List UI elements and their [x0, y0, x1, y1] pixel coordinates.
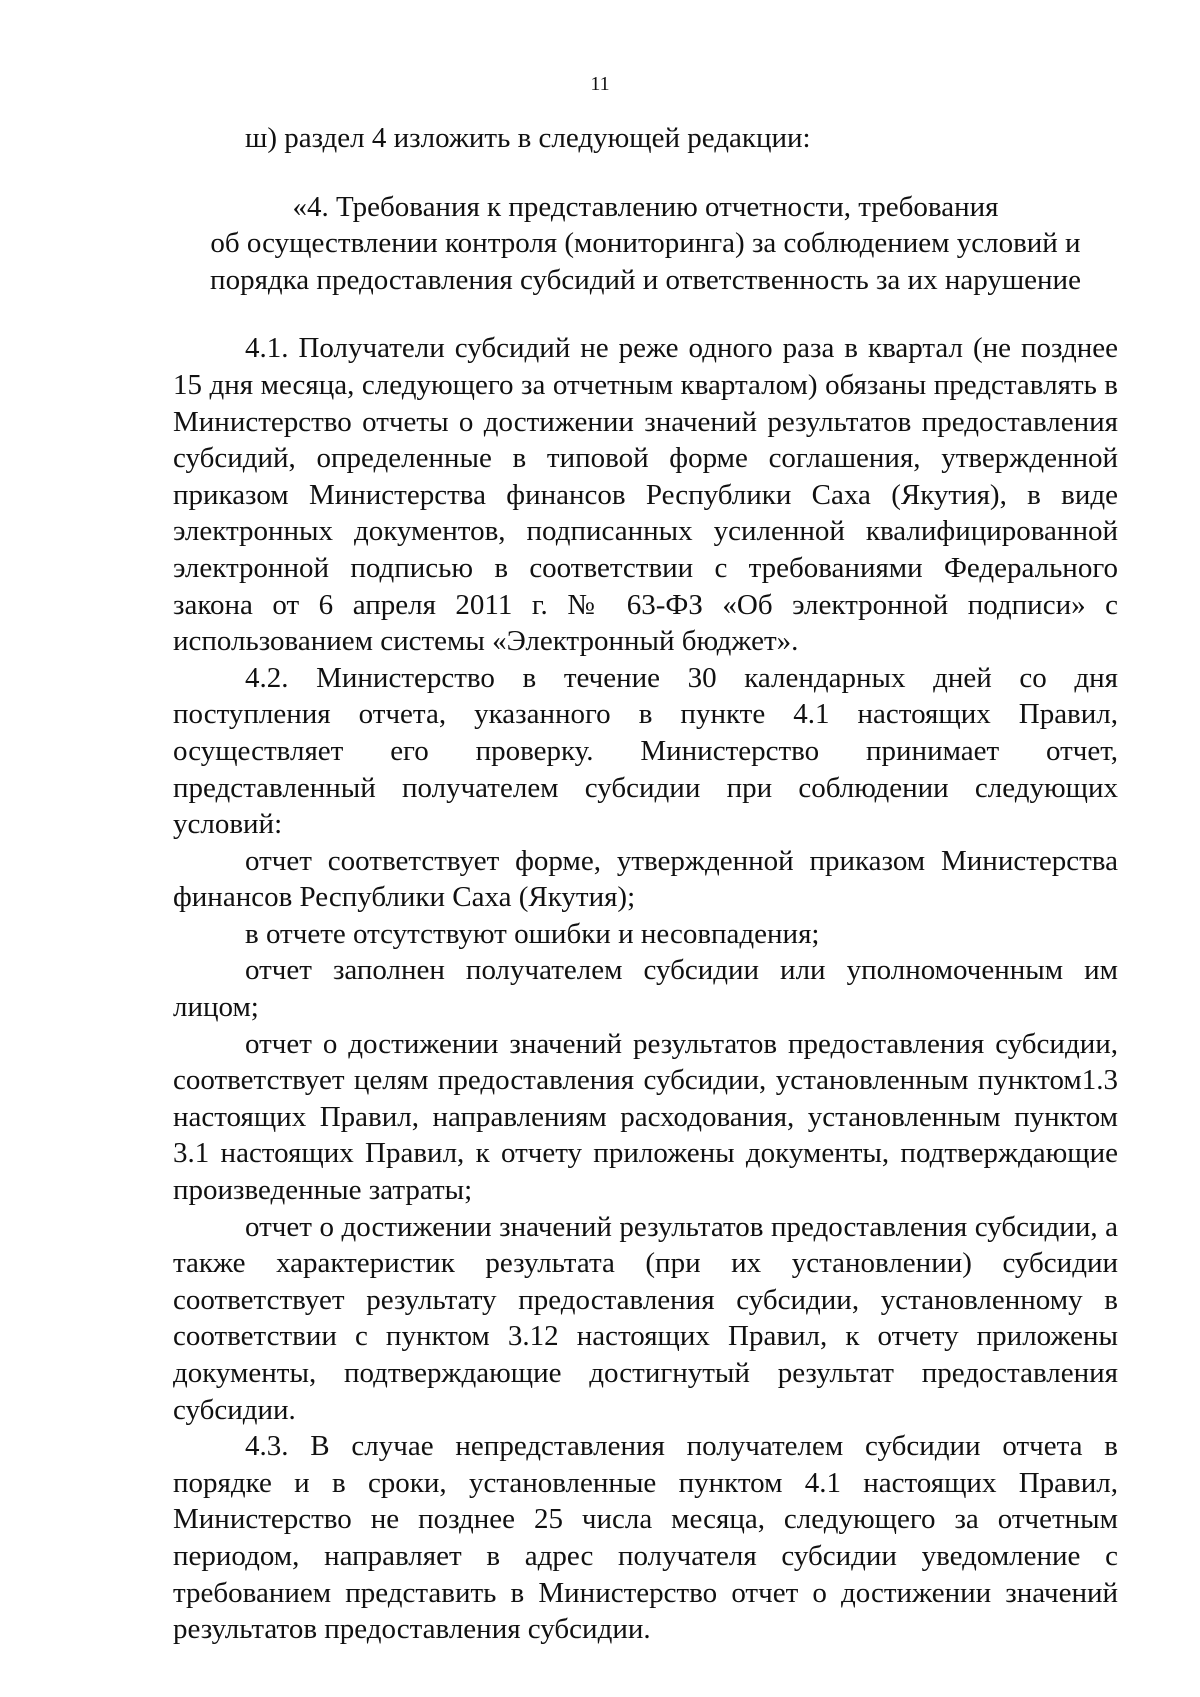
condition-goals: отчет о достижении значений результатов предоставления субсидии, соответствует целям предоставления субсидии, установленным пунктом1.3 настоящих Правил, направлениям расходования, установленным пунктом 3.1 настоящих Правил, к отчету приложены документы, подтверждающие произведенные затраты; — [173, 1027, 1118, 1207]
section-heading — [173, 189, 1118, 299]
condition-filled-by: отчет заполнен получателем субсидии или уполномоченным им лицом; — [173, 954, 1118, 1024]
page-number: 11 — [590, 73, 610, 95]
heading-line-2: об осуществлении контроля (мониторинга) за соблюдением условий и — [210, 227, 1081, 260]
paragraph-4-3: 4.3. В случае непредставления получателем субсидии отчета в порядке и в сроки, установленные пунктом 4.1 настоящих Правил, Министерство не позднее 25 числа месяца, следующего за отчетным периодом, направляет в адрес получателя субсидии уведомление с требованием представить в Министерство отчет о достижении значений результатов предоставления субсидии. — [173, 1430, 1118, 1646]
paragraph-4-2: 4.2. Министерство в течение 30 календарных дней со дня поступления отчета, указанного в пункте 4.1 настоящих Правил, осуществляет его проверку. Министерство принимает отчет, представленный получателем субсидии при соблюдении следующих условий: — [173, 661, 1118, 841]
heading-line-3: порядка предоставления субсидий и ответственность за их нарушение — [210, 263, 1081, 296]
document-body — [173, 120, 1118, 1648]
condition-results: отчет о достижении значений результатов предоставления субсидии, а также характеристик результата (при их установлении) субсидии соответствует результату предоставления субсидии, установленному в соответствии с пунктом 3.12 настоящих Правил, к отчету приложены документы, подтверждающие достигнутый результат предоставления субсидии. — [173, 1210, 1118, 1426]
intro-line: ш) раздел 4 изложить в следующей редакции: — [245, 122, 811, 154]
heading-line-1: «4. Требования к представлению отчетности, требования — [292, 190, 999, 223]
condition-no-errors: в отчете отсутствуют ошибки и несовпадения; — [245, 917, 820, 950]
condition-form: отчет соответствует форме, утвержденной приказом Министерства финансов Республики Саха (Якутия); — [173, 844, 1118, 914]
paragraph-4-1: 4.1. Получатели субсидий не реже одного раза в квартал (не позднее 15 дня месяца, следующего за отчетным кварталом) обязаны представлять в Министерство отчеты о достижении значений результатов предоставления субсидий, определенные в типовой форме соглашения, утвержденной приказом Министерства финансов Республики Саха (Якутия), в виде электронных документов, подписанных усиленной квалифицированной электронной подписью в соответствии с требованиями Федерального закона от 6 апреля 2011 г. № 63-ФЗ «Об электронной подписи» с использованием системы «Электронный бюджет». — [173, 332, 1118, 658]
